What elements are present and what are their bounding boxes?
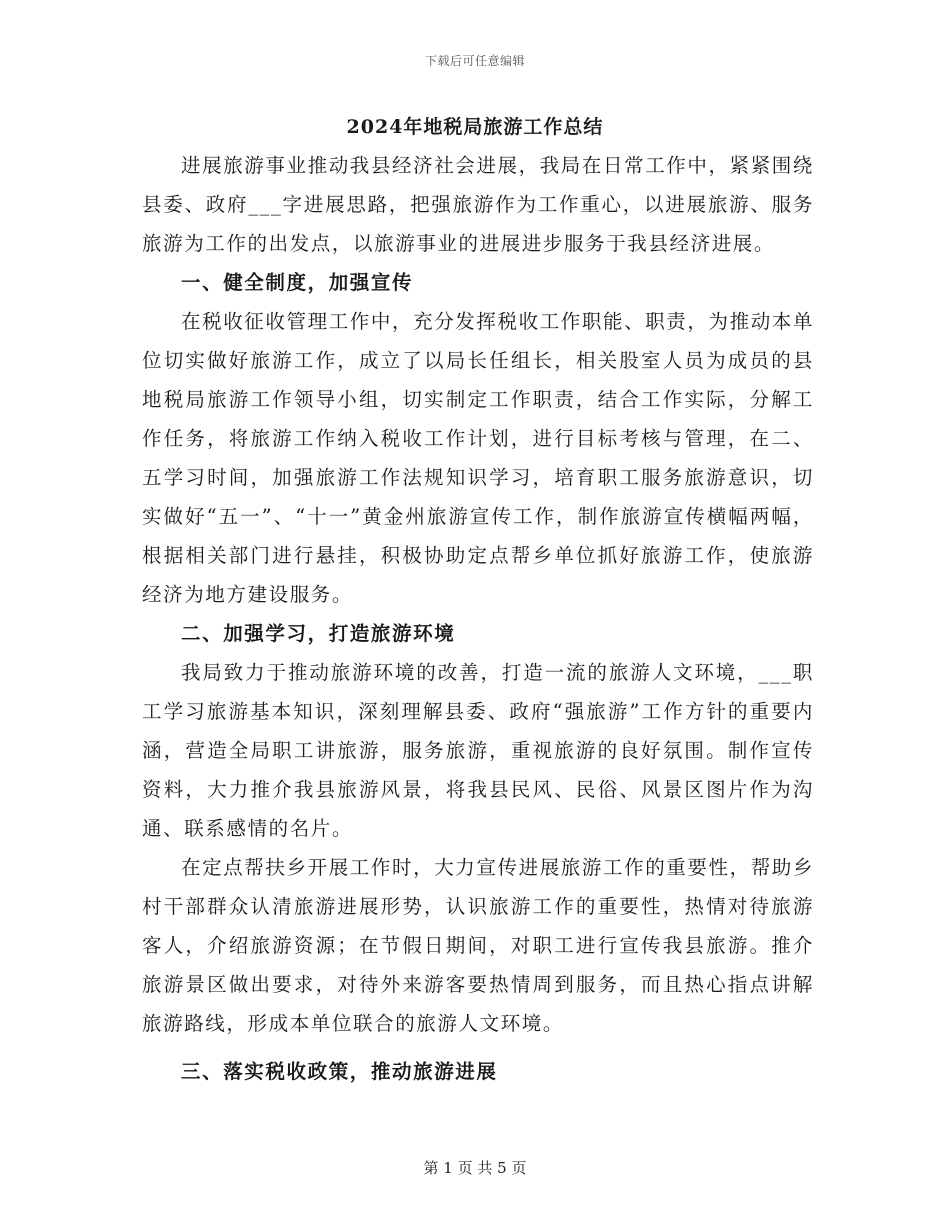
section-paragraph: 在定点帮扶乡开展工作时，大力宣传进展旅游工作的重要性，帮助乡村干部群众认清旅游进展形势，认识旅游工作的重要性，热情对待旅游客人，介绍旅游资源；在节假日期间，对职工进行宣传我县旅游。推介旅游景区做出要求，对待外来游客要热情周到服务，而且热心指点讲解旅游路线，形成本单位联合的旅游人文环境。 (142, 856, 815, 1035)
section-paragraph: 我局致力于推动旅游环境的改善，打造一流的旅游人文环境，___职工学习旅游基本知识，深刻理解县委、政府“强旅游”工作方针的重要内涵，营造全局职工讲旅游，服务旅游，重视旅游的良好氛围。制作宣传资料，大力推介我县旅游风景，将我县民风、民俗、风景区图片作为沟通、联系感情的名片。 (142, 661, 814, 840)
intro-paragraph: 进展旅游事业推动我县经济社会进展，我局在日常工作中，紧紧围绕县委、政府___字进展思路，把强旅游作为工作重心，以进展旅游、服务旅游为工作的出发点，以旅游事业的进展进步服务于我县经济进展。 (142, 154, 815, 255)
section-heading: 三、落实税收政策，推动旅游进展 (181, 1060, 498, 1083)
section-heading: 二、加强学习，打造旅游环境 (181, 622, 456, 645)
page-footer: 第 1 页 共 5 页 (423, 1159, 527, 1177)
document-title: 2024年地税局旅游工作总结 (346, 116, 604, 138)
section-heading: 一、健全制度，加强宣传 (181, 271, 414, 294)
section-paragraph: 在税收征收管理工作中，充分发挥税收工作职能、职责，为推动本单位切实做好旅游工作，成立了以局长任组长，相关股室人员为成员的县地税局旅游工作领导小组，切实制定工作职责，结合工作实际，分解工作任务，将旅游工作纳入税收工作计划，进行目标考核与管理，在二、五学习时间，加强旅游工作法规知识学习，培育职工服务旅游意识，切实做好“五一”、“十一”黄金州旅游宣传工作，制作旅游宣传横幅两幅，根据相关部门进行悬挂，积极协助定点帮乡单位抓好旅游工作，使旅游经济为地方建设服务。 (142, 310, 815, 606)
page-header-note: 下载后可任意编辑 (424, 54, 525, 68)
document-body (142, 146, 814, 1091)
